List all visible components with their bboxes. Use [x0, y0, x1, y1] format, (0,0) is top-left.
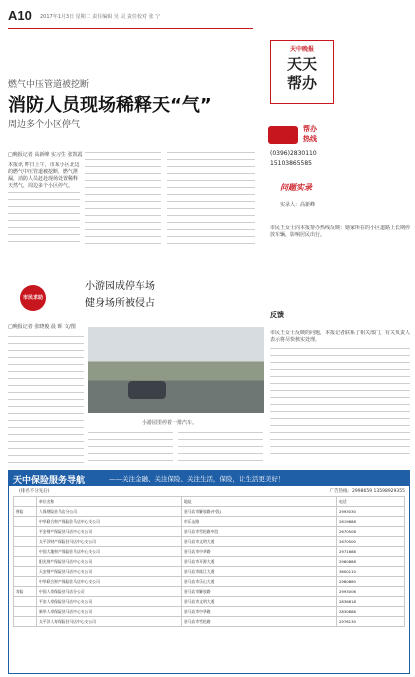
ad-cell-address: 驻马店市解放路(中段) [182, 507, 337, 517]
ad-cell-name: 平安财产保险驻马店中心支公司 [37, 527, 182, 537]
ad-cell-address: 驻马店市练江大道 [182, 567, 337, 577]
table-row [14, 517, 405, 527]
ad-cell-phone: 2993030 [337, 507, 405, 517]
ad-col-phone: 电话 [337, 497, 405, 507]
bottom-column-3 [178, 430, 263, 464]
ad-cell-phone: 3600110 [337, 567, 405, 577]
inquiry-title: 问题实录 [280, 183, 312, 192]
inquiry-reporter: 实录人：高新峰 [280, 202, 316, 208]
ad-cell-name: 中国人寿保险驻马店分公司 [37, 587, 182, 597]
story-column-2 [85, 150, 161, 250]
ad-cell-phone: 2836818 [337, 597, 405, 607]
ad-cell-type: 财险 [14, 507, 37, 517]
ad-cell-address: 驻马店市开源大道 [182, 557, 337, 567]
ad-cell-type [14, 597, 37, 607]
ad-col-name: 单位名称 [37, 497, 182, 507]
story-column-3 [167, 150, 255, 250]
ad-cell-name: 平安人寿保险驻马店中心支公司 [37, 597, 182, 607]
hotline-phone-1: (0396)2830110 [270, 150, 317, 157]
ad-cell-phone: 2976130 [337, 617, 405, 627]
ad-sub: (排名不分先后) [19, 489, 50, 494]
ad-cell-name: 人保财险驻马店分公司 [37, 507, 182, 517]
photo-caption: 小游园里停着一排汽车。 [142, 420, 198, 426]
ad-cell-type [14, 567, 37, 577]
ad-cell-address: 驻马店市文明大道 [182, 537, 337, 547]
ad-cell-phone: 2670500 [337, 537, 405, 547]
photo [88, 327, 264, 413]
ad-title: 天中保险服务导航 [13, 476, 86, 486]
ad-cell-address: 驻马店市雪松路 [182, 617, 337, 627]
column-brand-box [270, 40, 334, 104]
ad-slogan: ——关注金融、关注保险、关注生活，保险，让生活更美好！ [109, 475, 285, 483]
hotline-phone-2: 15103865585 [270, 160, 312, 167]
table-row [14, 547, 405, 557]
header-rule [8, 28, 253, 29]
ad-cell-phone: 2980860 [337, 577, 405, 587]
table-row [14, 507, 405, 517]
table-row [14, 607, 405, 617]
ad-cell-type: 寿险 [14, 587, 37, 597]
table-row [14, 617, 405, 627]
story-kicker: 燃气中压管道被挖断 [8, 80, 90, 90]
story-lead: 本报讯 昨日上午，市某小区北边的燃气中压管道被挖断，燃气泄漏，消防人员赶赴现场处置稀释天然气，周边多个小区停气。 [8, 162, 80, 189]
ad-cell-phone: 2980888 [337, 557, 405, 567]
ad-cell-type [14, 607, 37, 617]
ad-cell-address: 驻马店市解放路 [182, 587, 337, 597]
ad-cell-phone: 2830888 [337, 607, 405, 617]
bottom-headline-2: 健身场所被侵占 [85, 298, 155, 309]
story-column-1 [8, 190, 80, 248]
ad-box [8, 470, 410, 674]
column-title: 天天帮办 [286, 55, 317, 92]
ad-cell-address: 驻马店市文明大道 [182, 597, 337, 607]
help-badge: 市民求助 [20, 285, 46, 311]
ad-cell-type [14, 537, 37, 547]
hotline-icon [268, 126, 298, 144]
ad-cell-phone: 2971688 [337, 547, 405, 557]
ad-cell-type [14, 557, 37, 567]
table-row [14, 587, 405, 597]
inquiry-text: 市民王女士向本报帮办热线反映：她家所在的小区道路上长期停放车辆，影响居民出行。 [270, 225, 410, 238]
ad-cell-address: 市乐山路 [182, 517, 337, 527]
ad-cell-address: 驻马店市雪松路中段 [182, 527, 337, 537]
column-brand: 天中晚报 [289, 46, 314, 53]
ad-cell-name: 中国大地财产保险驻马店中心支公司 [37, 547, 182, 557]
ad-col-type [14, 497, 37, 507]
ad-cell-phone: 2993006 [337, 587, 405, 597]
bottom-column-1 [8, 334, 84, 464]
ad-cell-address: 驻马店市中华路 [182, 547, 337, 557]
ad-col-address: 地址 [182, 497, 337, 507]
feedback-text: 市民王女士反映的问题，本报记者联系了相关部门，有关负责人表示将尽快核实处理。 [270, 330, 410, 343]
ad-table [13, 496, 405, 627]
ad-cell-name: 天安财产保险驻马店中心支公司 [37, 567, 182, 577]
photo-car [128, 381, 166, 399]
page-date-line: 2017年1月3日 星期二 责任编辑 吴 灵 责任校对 张 宁 [40, 14, 161, 20]
ad-cell-phone: 2670508 [337, 527, 405, 537]
ad-cell-name: 阳光财产保险驻马店中心支公司 [37, 557, 182, 567]
ad-cell-address: 驻马店市中华路 [182, 607, 337, 617]
story-subheadline: 周边多个小区停气 [8, 120, 81, 130]
table-row [14, 557, 405, 567]
ad-cell-name: 中华联合财产保险驻马店中心支公司 [37, 577, 182, 587]
bottom-headline-1: 小游园成停车场 [85, 281, 155, 292]
table-row [14, 597, 405, 607]
ad-cell-phone: 2619888 [337, 517, 405, 527]
ad-cell-name: 太平洋财产保险驻马店中心支公司 [37, 537, 182, 547]
table-row [14, 527, 405, 537]
bottom-byline: □晚报记者 张晓俊 晨 晖 文/图 [8, 324, 76, 330]
ad-cell-address: 驻马店市乐山大道 [182, 577, 337, 587]
story-byline: □晚报记者 高新峰 实习生 张凯霞 [8, 152, 83, 158]
page-number: A10 [8, 8, 32, 23]
ad-cell-name: 新华人寿保险驻马店中心支公司 [37, 607, 182, 617]
ad-cell-type [14, 517, 37, 527]
ad-cell-type [14, 577, 37, 587]
ad-cell-type [14, 527, 37, 537]
ad-cell-name: 中华联合财产保险驻马店中心支公司 [37, 517, 182, 527]
feedback-title: 反馈 [270, 311, 284, 319]
table-row [14, 537, 405, 547]
ad-cell-type [14, 547, 37, 557]
ad-hotline: 广告热线：2998659 13598929355 [329, 489, 405, 494]
feedback-body [270, 346, 410, 458]
ad-table-header [14, 497, 405, 507]
table-row [14, 577, 405, 587]
table-row [14, 567, 405, 577]
ad-cell-name: 太平洋人寿保险驻马店中心支公司 [37, 617, 182, 627]
ad-cell-type [14, 617, 37, 627]
bottom-column-2 [88, 430, 173, 464]
story-headline: 消防人员现场稀释天“气” [8, 95, 212, 116]
hotline-label: 帮办 热线 [303, 125, 317, 143]
ad-header [9, 471, 409, 486]
